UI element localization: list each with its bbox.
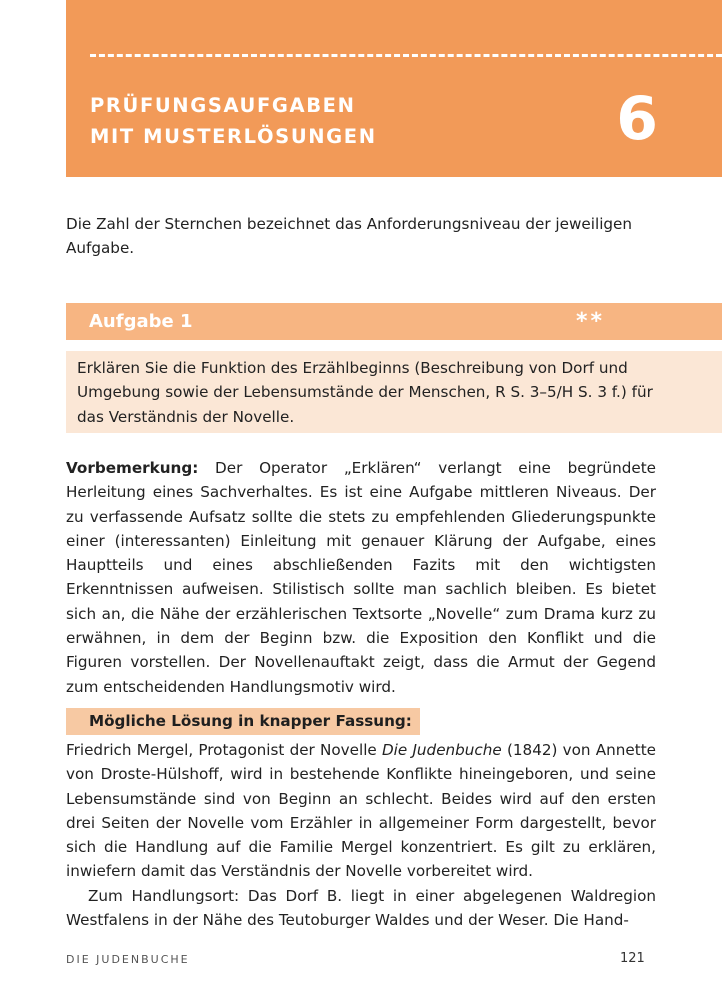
remark-lead: Vorbemerkung: bbox=[66, 459, 199, 477]
solution-heading: Mögliche Lösung in knapper Fassung: bbox=[89, 712, 412, 730]
solution-text bbox=[66, 738, 656, 932]
chapter-title bbox=[90, 90, 377, 152]
running-footer-title: DIE JUDENBUCHE bbox=[66, 953, 190, 966]
task-header-bar bbox=[66, 303, 722, 340]
solution-paragraph-2: Zum Handlungsort: Das Dorf B. liegt in einer abgelegenen Waldregion Westfalens in der Nähe des Teutoburger Waldes und der Weser. Die Hand- bbox=[66, 886, 656, 930]
solution-p1-rest: (1842) von Annette von Droste-Hülshoff, wird in bestehende Konflikte hineingeboren, und seine Lebensumstände sind von Beginn an schlecht. Beides wird auf den ersten drei Seiten der Novelle vom Erzähler in allgemeiner Form dargestellt, bevor sich die Handlung auf die Familie Mergel konzentriert. Es gilt zu erklären, inwiefern damit das Verständnis der Novelle vorbereitet wird. bbox=[66, 741, 656, 881]
preliminary-remark bbox=[66, 456, 656, 699]
novel-title: Die Judenbuche bbox=[381, 741, 502, 759]
solution-p1-start: Friedrich Mergel, Protagonist der Novelle bbox=[66, 741, 382, 759]
difficulty-stars: ** bbox=[576, 309, 606, 334]
chapter-banner bbox=[66, 0, 722, 177]
dashed-divider bbox=[90, 54, 722, 57]
task-text: Erklären Sie die Funktion des Erzählbeginns (Beschreibung von Dorf und Umgebung sowie der Lebensumstände der Menschen, R S. 3–5/H S. 3 f.) für das Verständnis der Novelle. bbox=[77, 359, 653, 426]
remark-text: Der Operator „Erklären“ verlangt eine begründete Herleitung eines Sachverhaltes. Es ist eine Aufgabe mittleren Niveaus. Der zu verfassende Aufsatz sollte die stets zu empfehlenden Gliederungspunkte einer (interessanten) Einleitung mit genauer Klärung der Aufgabe, eines Hauptteils und eines abschließenden Fazits mit den wichtigsten Erkenntnissen aufweisen. Stilistisch sollte man sachlich bleiben. Es bietet sich an, die Nähe der erzählerischen Textsorte „Novelle“ zum Drama kurz zu erwähnen, in dem der Beginn bzw. die Exposition den Konflikt und die Figuren vorstellen. Der Novellenauftakt zeigt, dass die Armut der Gegend zum entscheidenden Handlungsmotiv wird. bbox=[66, 459, 656, 696]
task-label: Aufgabe 1 bbox=[89, 311, 193, 332]
task-description-box bbox=[66, 351, 722, 433]
chapter-title-line-1: PRÜFUNGSAUFGABEN bbox=[90, 94, 356, 117]
solution-paragraph-1 bbox=[66, 738, 656, 884]
intro-paragraph: Die Zahl der Sternchen bezeichnet das Anforderungsniveau der jeweiligen Aufgabe. bbox=[66, 215, 633, 258]
solution-heading-bar bbox=[66, 708, 420, 735]
chapter-title-line-2: MIT MUSTERLÖSUNGEN bbox=[90, 125, 377, 148]
page-number: 121 bbox=[620, 951, 645, 966]
chapter-number: 6 bbox=[616, 84, 658, 154]
